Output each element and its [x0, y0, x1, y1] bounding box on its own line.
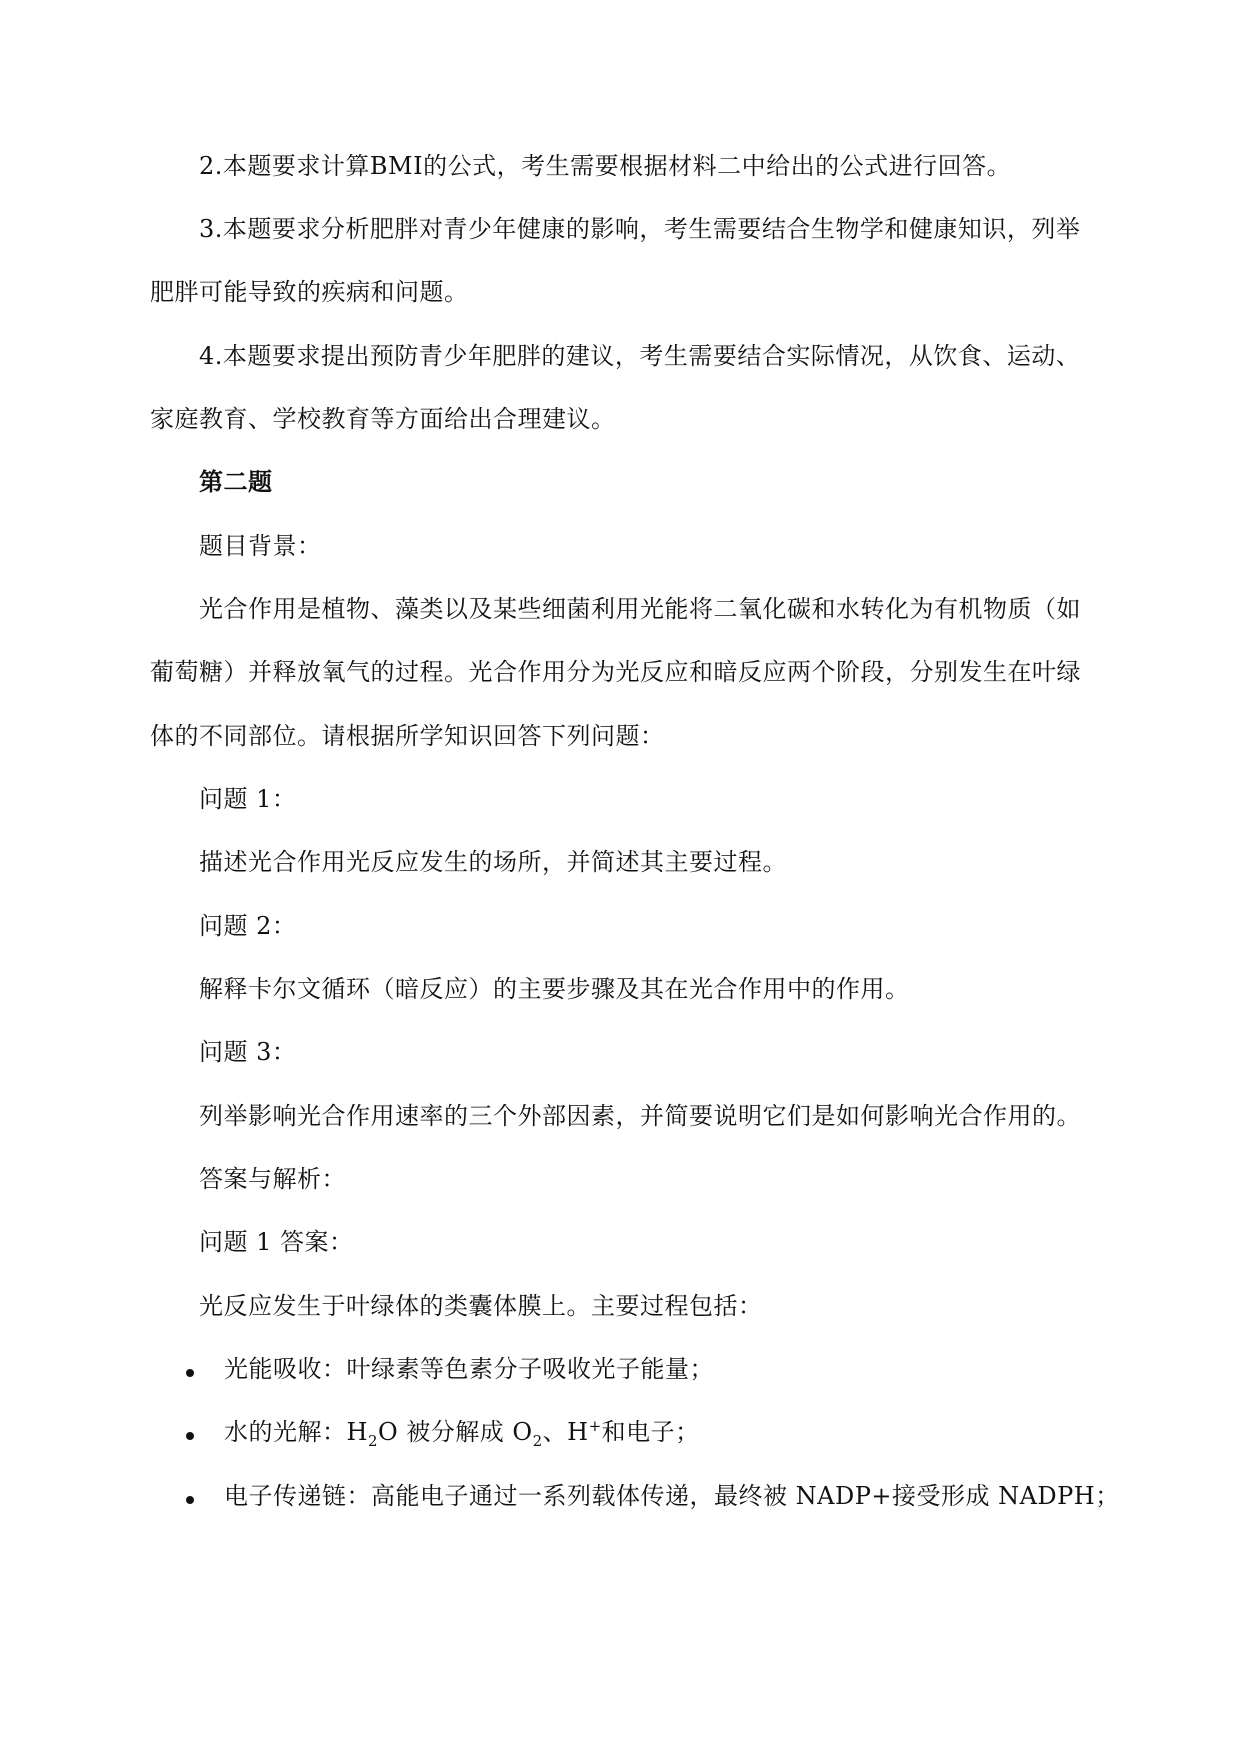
analysis-item-3-line-2: 肥胖可能导致的疾病和问题。 — [150, 278, 469, 306]
question-3-label: 问题 3： — [199, 1038, 297, 1066]
bullet-icon — [186, 1496, 194, 1504]
analysis-item-4-line-1: 4.本题要求提出预防青少年肥胖的建议，考生需要结合实际情况，从饮食、运动、 — [199, 342, 1081, 370]
analysis-item-4-line-2: 家庭教育、学校教育等方面给出合理建议。 — [150, 405, 616, 433]
analysis-item-3-line-1: 3.本题要求分析肥胖对青少年健康的影响，考生需要结合生物学和健康知识，列举 — [199, 215, 1081, 243]
answer-1-label: 问题 1 答案： — [199, 1228, 354, 1256]
question-1-text: 描述光合作用光反应发生的场所，并简述其主要过程。 — [199, 848, 787, 876]
bullet-item-light-absorption: 光能吸收：叶绿素等色素分子吸收光子能量； — [224, 1355, 714, 1383]
question-heading: 第二题 — [199, 467, 273, 496]
bullet-item-electron-transport: 电子传递链：高能电子通过一系列载体传递，最终被 NADP+接受形成 NADPH； — [224, 1482, 1120, 1510]
question-1-label: 问题 1： — [199, 785, 297, 813]
analysis-item-2: 2.本题要求计算BMI的公式，考生需要根据材料二中给出的公式进行回答。 — [199, 152, 1012, 180]
question-2-text: 解释卡尔文循环（暗反应）的主要步骤及其在光合作用中的作用。 — [199, 975, 910, 1003]
bullet-icon — [186, 1432, 194, 1440]
background-label: 题目背景： — [199, 532, 322, 560]
answer-section-label: 答案与解析： — [199, 1165, 346, 1193]
answer-1-intro: 光反应发生于叶绿体的类囊体膜上。主要过程包括： — [199, 1292, 763, 1320]
background-line-2: 葡萄糖）并释放氧气的过程。光合作用分为光反应和暗反应两个阶段，分别发生在叶绿 — [150, 658, 1081, 686]
bullet-icon — [186, 1369, 194, 1377]
question-3-text: 列举影响光合作用速率的三个外部因素，并简要说明它们是如何影响光合作用的。 — [199, 1102, 1081, 1130]
question-2-label: 问题 2： — [199, 912, 297, 940]
background-line-1: 光合作用是植物、藻类以及某些细菌利用光能将二氧化碳和水转化为有机物质（如 — [199, 595, 1081, 623]
background-line-3: 体的不同部位。请根据所学知识回答下列问题： — [150, 722, 665, 750]
bullet-item-water-photolysis: 水的光解：$H_2O$ 被分解成 $O_2$、H+和电子； — [224, 1417, 700, 1450]
